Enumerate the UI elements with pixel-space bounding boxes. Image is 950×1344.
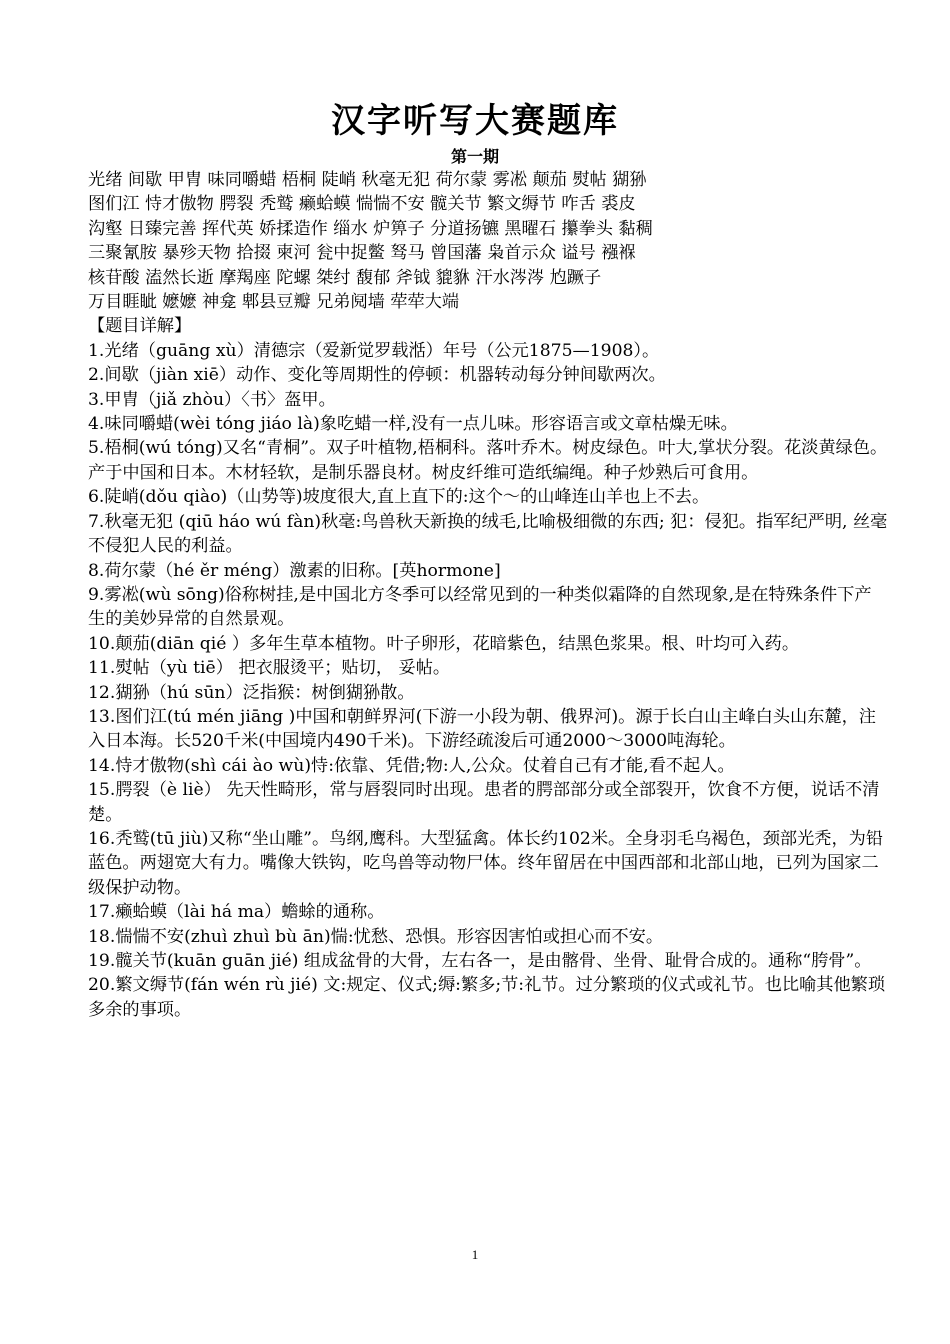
entry-paragraph: 5.梧桐(wú tóng)又名“青桐”。双子叶植物,梧桐科。落叶乔木。树皮绿色。叶大,掌状分裂。花淡黄绿色。产于中国和日本。木材轻软，是制乐器良材。树皮纤维可造纸编绳。种子炒熟后可食用。 (88, 438, 888, 483)
entry-paragraph: 13.图们江(tú mén jiāng )中国和朝鲜界河(下游一小段为朝、俄界河)。源于长白山主峰白头山东麓，注入日本海。长520千米(中国境内490千米)。下游经疏浚后可通2000～3000吨海轮。 (88, 706, 876, 752)
word-list-row: 万目睚眦 嬷嬷 神龛 郫县豆瓣 兄弟阋墙 荦荦大端 (88, 292, 460, 313)
entry-paragraph: 12.猢狲（hú sūn）泛指猴：树倒猢狲散。 (88, 682, 415, 703)
entry-paragraph: 7.秋毫无犯 (qiū háo wú fàn)秋毫:鸟兽秋天新换的绒毛,比喻极细微的东西; 犯：侵犯。指军纪严明, 丝毫不侵犯人民的利益。 (88, 511, 888, 557)
entry-paragraph: 16.秃鹫(tū jiù)又称“坐山雕”。鸟纲,鹰科。大型猛禽。体长约102米。全身羽毛乌褐色，颈部光秃，为铅蓝色。两翅宽大有力。嘴像大铁钩，吃鸟兽等动物尸体。终年留居在中国西部和北部山地，已列为国家二级保护动物。 (88, 828, 884, 898)
word-list-row: 沟壑 日臻完善 挥代英 娇揉造作 缁水 炉箅子 分道扬镳 黑曜石 攥拳头 黏稠 (88, 218, 653, 239)
entry-paragraph: 14.恃才傲物(shì cái ào wù)恃:依靠、凭借;物:人,公众。仗着自己有才能,看不起人。 (88, 755, 735, 776)
entry-paragraph: 8.荷尔蒙（hé ěr méng）激素的旧称。[英hormone] (88, 560, 501, 581)
entry-paragraph: 3.甲胄（jiǎ zhòu）〈书〉盔甲。 (88, 389, 336, 410)
entry-paragraph: 20.繁文缛节(fán wén rù jié) 文:规定、仪式;缛:繁多;节:礼节。过分繁琐的仪式或礼节。也比喻其他繁琐多余的事项。 (88, 975, 886, 1020)
page-number: 1 (471, 1247, 479, 1262)
entry-paragraph: 4.味同嚼蜡(wèi tóng jiáo là)象吃蜡一样,没有一点儿味。形容语言或文章枯燥无味。 (88, 414, 738, 435)
entry-paragraph: 10.颠茄(diān qié ）多年生草本植物。叶子卵形，花暗紫色，结黑色浆果。根、叶均可入药。 (88, 633, 800, 654)
section-heading: 【题目详解】 (88, 316, 192, 337)
entry-paragraph: 15.腭裂（è liè） 先天性畸形，常与唇裂同时出现。患者的腭部部分或全部裂开，饮食不方便，说话不清楚。 (88, 780, 880, 825)
entry-paragraph: 6.陡峭(dǒu qiào)（山势等)坡度很大,直上直下的:这个～的山峰连山羊也上不去。 (88, 487, 710, 508)
word-list-row: 三聚氰胺 暴殄天物 拾掇 柬河 瓮中捉鳖 驽马 曾国藩 枭首示众 谥号 襁褓 (88, 243, 636, 264)
word-list-row: 核苷酸 溘然长逝 摩羯座 陀螺 桀纣 馥郁 斧钺 貔貅 汗水涔涔 尥蹶子 (88, 267, 602, 288)
entry-paragraph: 11.熨帖（yù tiē） 把衣服烫平；贴切， 妥帖。 (88, 658, 451, 679)
entry-paragraph: 19.髋关节(kuān guān jié) 组成盆骨的大骨，左右各一，是由髂骨、坐骨、耻骨合成的。通称“胯骨”。 (88, 951, 872, 971)
entry-paragraph: 17.癞蛤蟆（lài há ma）蟾蜍的通称。 (88, 902, 385, 923)
entry-paragraph: 18.惴惴不安(zhuì zhuì bù ān)惴:忧愁、恐惧。形容因害怕或担心而不安。 (88, 926, 664, 947)
document-body (88, 168, 888, 1022)
page-title: 汉字听写大赛题库 (331, 101, 619, 141)
word-list-row: 图们江 恃才傲物 腭裂 秃鹫 癞蛤蟆 惴惴不安 髋关节 繁文缛节 咋舌 裘皮 (88, 194, 636, 215)
entry-paragraph: 9.雾凇(wù sōng)俗称树挂,是中国北方冬季可以经常见到的一种类似霜降的自然现象,是在特殊条件下产生的美妙异常的自然景观。 (88, 584, 872, 630)
word-list-row: 光绪 间歇 甲胄 味同嚼蜡 梧桐 陡峭 秋毫无犯 荷尔蒙 雾凇 颠茄 熨帖 猢狲 (88, 170, 647, 190)
entry-paragraph: 1.光绪（guāng xù）清德宗（爱新觉罗载湉）年号（公元1875—1908）。 (88, 340, 660, 361)
entry-paragraph: 2.间歇（jiàn xiē）动作、变化等周期性的停顿：机器转动每分钟间歇两次。 (88, 365, 666, 386)
page-subtitle: 第一期 (450, 147, 499, 166)
